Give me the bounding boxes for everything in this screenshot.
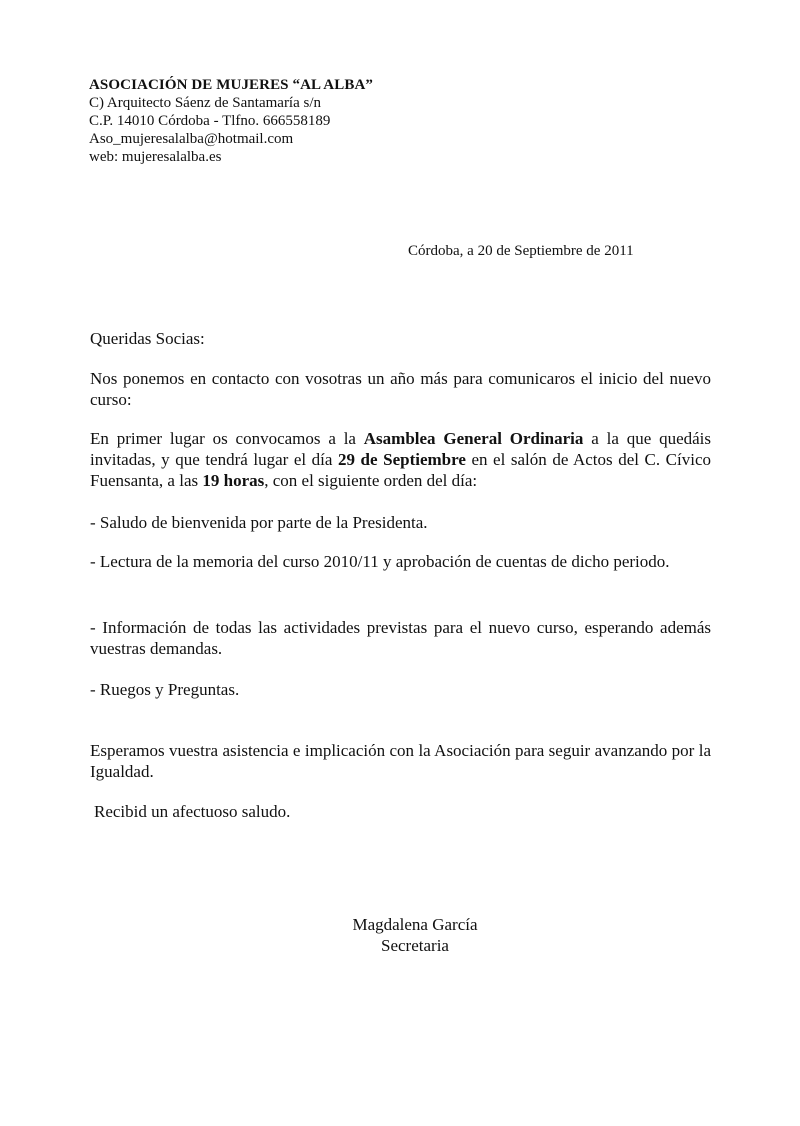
convocation-paragraph: [90, 428, 711, 491]
assembly-date: 29 de Septiembre: [338, 450, 466, 469]
signature-block: [330, 914, 500, 956]
convocation-text-2: a la que quedáis invitadas, y que tendrá lugar el día: [90, 429, 711, 469]
closing-salutation: Recibid un afectuoso saludo.: [94, 802, 291, 821]
signatory-name: Magdalena García: [352, 915, 478, 934]
convocation-text-4: , con el siguiente orden del día:: [264, 471, 478, 490]
letterhead: [89, 76, 373, 166]
intro-paragraph: Nos ponemos en contacto con vosotras un año más para comunicaros el inicio del nuevo curso:: [90, 369, 711, 409]
closing-paragraph: Esperamos vuestra asistencia e implicación con la Asociación para seguir avanzando por la Igualdad.: [90, 741, 711, 781]
organization-email: Aso_mujeresalalba@hotmail.com: [89, 131, 294, 147]
assembly-name: Asamblea General Ordinaria: [363, 429, 584, 448]
organization-city-phone: C.P. 14010 Córdoba - Tlfno. 666558189: [89, 113, 331, 129]
agenda-item: - Información de todas las actividades previstas para el nuevo curso, esperando además vuestras demandas.: [90, 618, 711, 658]
agenda-item: - Saludo de bienvenida por parte de la Presidenta.: [90, 513, 428, 532]
organization-web: web: mujeresalalba.es: [89, 149, 222, 165]
greeting: Queridas Socias:: [90, 329, 205, 348]
assembly-time: 19 horas: [202, 471, 265, 490]
signatory-title: Secretaria: [381, 936, 449, 955]
convocation-text-3: en el salón de Actos del C. Cívico Fuensanta, a las: [90, 450, 711, 490]
organization-name: ASOCIACIÓN DE MUJERES “AL ALBA”: [89, 77, 373, 93]
letter-date: Córdoba, a 20 de Septiembre de 2011: [408, 243, 634, 259]
agenda-item: - Ruegos y Preguntas.: [90, 680, 240, 699]
convocation-text-1: En primer lugar os convocamos a la: [90, 429, 364, 448]
organization-address: C) Arquitecto Sáenz de Santamaría s/n: [89, 95, 322, 111]
agenda-item: - Lectura de la memoria del curso 2010/11 y aprobación de cuentas de dicho periodo.: [90, 552, 670, 571]
